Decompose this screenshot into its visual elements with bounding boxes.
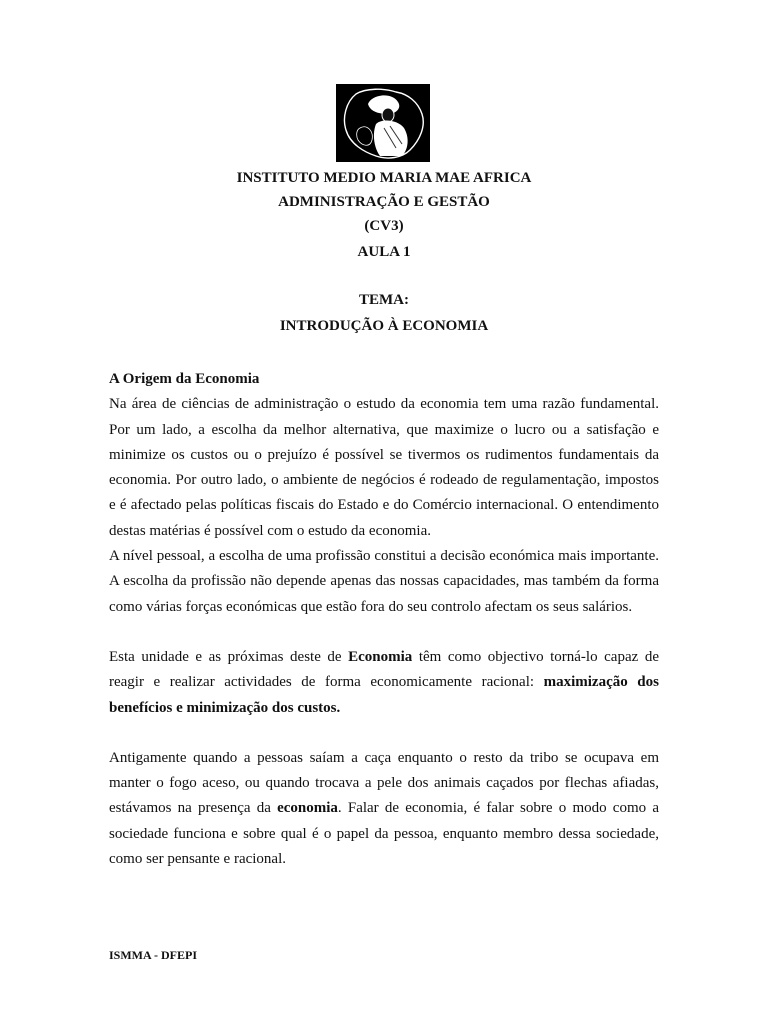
section-title: A Origem da Economia [109,371,260,387]
institute-logo-icon [336,84,430,162]
tema-title: INTRODUÇÃO À ECONOMIA [279,318,489,334]
paragraph-1: Na área de ciências de administração o estudo da economia tem uma razão fundamental. Por um lado, a escolha da melhor alternativa, que maximize o lucro ou a satisfação e minimize os custos ou o prejuízo é possível se tivermos os rudimentos fundamentais da economia. Por outro lado, o ambiente de negócios é rodeado de regulamentação, impostos e é afectado pelas políticas fiscais do Estado e do Comércio internacional. O entendimento destas matérias é possível com o estudo da economia. [109,396,659,539]
spacer [109,721,659,746]
paragraph-4-text-a: Antigamente quando a pessoas saíam a caça enquanto o resto da tribo se ocupava em manter o fogo aceso, ou quando trocava a pele dos animais caçados por flechas afiadas, estávamos na presença da [109,749,659,817]
institute-name: INSTITUTO MEDIO MARIA MAE AFRICA [236,170,532,186]
paragraph-3-text-a: Esta unidade e as próximas deste de [109,648,349,665]
paragraph-4-text-c: . Falar de economia, é falar sobre o modo como a sociedade funciona e sobre qual é o papel da pessoa, enquanto membro dessa sociedade, como ser pensante e racional. [109,800,659,868]
document-body [109,367,659,872]
paragraph-3-text-c: têm como objectivo torná-lo capaz de reagir e realizar actividades de forma economicamente racional: [109,648,659,691]
course-name: ADMINISTRAÇÃO E GESTÃO [278,194,490,210]
lesson-number: AULA 1 [357,244,411,260]
paragraph-4-bold-economia: economia [277,800,338,817]
paragraph-3-bold-objective: maximização dos benefícios e minimização dos custos. [109,674,659,716]
tema-label: TEMA: [359,292,409,308]
paragraph-3-bold-economia: Economia [348,648,413,665]
course-code: (CV3) [364,218,404,234]
institute-logo [336,84,430,162]
paragraph-2: A nível pessoal, a escolha de uma profissão constitui a decisão económica mais importante. A escolha da profissão não depende apenas das nossas capacidades, mas também da forma como várias forças económicas que estão fora do seu controlo afectam os seus salários. [109,548,659,615]
paragraph-4 [109,746,659,872]
page-footer: ISMMA - DFEPI [109,948,197,962]
spacer [109,620,659,645]
paragraph-3 [109,645,659,721]
